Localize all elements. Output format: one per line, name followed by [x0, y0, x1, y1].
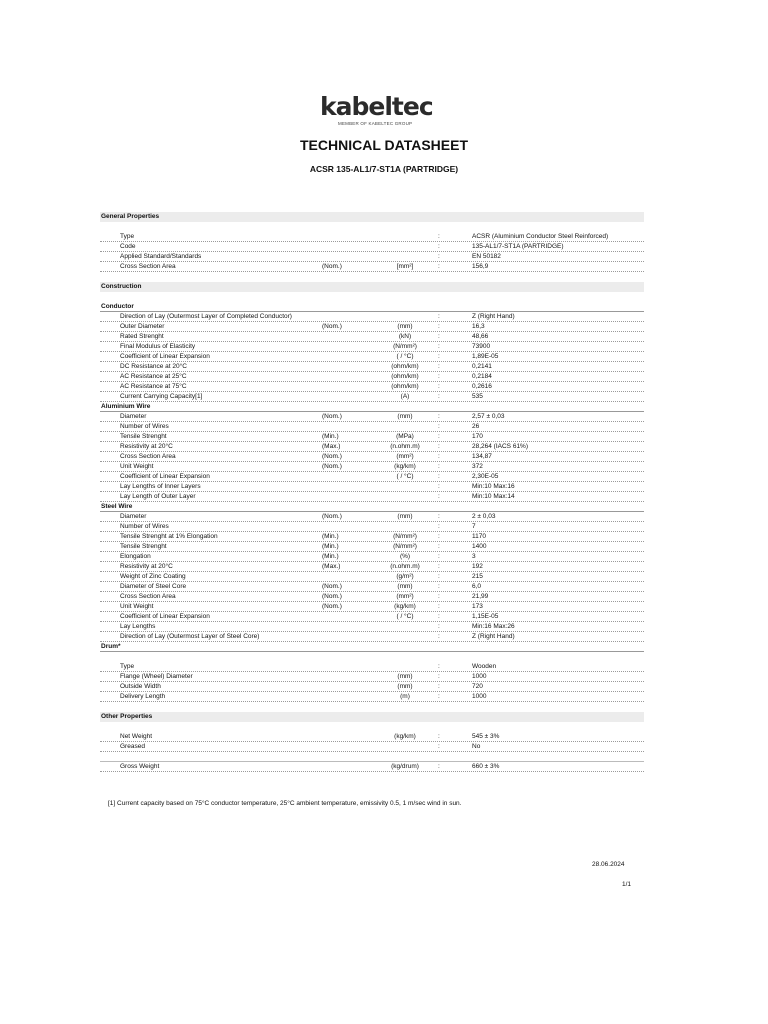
- property-label: Cross Section Area: [120, 453, 176, 460]
- property-condition: (Min.): [322, 433, 339, 440]
- property-label: Tensile Strenght: [120, 543, 167, 550]
- group-label: Aluminium Wire: [101, 403, 151, 410]
- property-value: 720: [472, 683, 483, 690]
- table-row: [100, 312, 644, 322]
- table-row: [100, 442, 644, 452]
- property-unit: (kg/drum): [391, 763, 419, 770]
- row-spacer: [100, 702, 644, 712]
- separator-colon: :: [438, 683, 440, 690]
- property-unit: ( / °C): [396, 353, 414, 360]
- table-row: [100, 582, 644, 592]
- property-value: 1000: [472, 673, 487, 680]
- property-unit: (mm): [397, 683, 413, 690]
- property-condition: (Nom.): [322, 583, 342, 590]
- table-row: [100, 552, 644, 562]
- property-label: Elongation: [120, 553, 151, 560]
- table-row: [100, 382, 644, 392]
- section-label: General Properties: [101, 213, 160, 220]
- table-row: [100, 262, 644, 272]
- property-value: 16,3: [472, 323, 485, 330]
- property-unit: (m): [400, 693, 410, 700]
- separator-colon: :: [438, 663, 440, 670]
- table-row: [100, 672, 644, 682]
- property-label: Lay Lengths of Inner Layers: [120, 483, 201, 490]
- table-row: [100, 622, 644, 632]
- table-row: [100, 692, 644, 702]
- table-row: [100, 362, 644, 372]
- property-label: Type: [120, 233, 135, 240]
- properties-table: [100, 212, 644, 772]
- property-condition: (Min.): [322, 533, 339, 540]
- separator-colon: :: [438, 543, 440, 550]
- separator-colon: :: [438, 523, 440, 530]
- kabeltec-logo: [320, 92, 433, 129]
- document-title: TECHNICAL DATASHEET: [300, 137, 468, 153]
- separator-colon: :: [438, 363, 440, 370]
- property-unit: (mm): [397, 413, 413, 420]
- separator-colon: :: [438, 463, 440, 470]
- row-spacer: [100, 222, 644, 232]
- property-label: Resistivity at 20°C: [120, 563, 173, 570]
- property-label: Diameter: [120, 513, 147, 520]
- group-label: Conductor: [101, 303, 134, 310]
- table-row: [100, 562, 644, 572]
- property-label: Tensile Strenght at 1% Elongation: [120, 533, 218, 540]
- property-value: 2 ± 0,03: [472, 513, 496, 520]
- property-value: 7: [472, 523, 476, 530]
- separator-colon: :: [438, 313, 440, 320]
- property-unit: (n.ohm.m): [390, 563, 420, 570]
- property-label: Lay Length of Outer Layer: [120, 493, 196, 500]
- property-unit: (N/mm²): [393, 533, 417, 540]
- property-label: Cross Section Area: [120, 263, 176, 270]
- section-header: [100, 282, 644, 292]
- separator-colon: :: [438, 583, 440, 590]
- property-label: Direction of Lay (Outermost Layer of Completed Conductor): [120, 313, 292, 320]
- property-label: Flange (Wheel) Diameter: [120, 673, 193, 680]
- property-value: Z (Right Hand): [472, 313, 515, 320]
- property-condition: (Max.): [322, 443, 341, 450]
- property-unit: (mm): [397, 583, 413, 590]
- separator-colon: :: [438, 493, 440, 500]
- row-spacer: [100, 652, 644, 662]
- section-label: Other Properties: [101, 713, 153, 720]
- table-row: [100, 662, 644, 672]
- property-value: 215: [472, 573, 483, 580]
- property-unit: (kN): [398, 333, 412, 340]
- table-row: [100, 232, 644, 242]
- property-value: 1170: [472, 533, 486, 540]
- table-row: [100, 682, 644, 692]
- property-value: 48,66: [472, 333, 489, 340]
- table-row: [100, 612, 644, 622]
- table-row: [100, 532, 644, 542]
- property-unit: (%): [399, 553, 411, 560]
- separator-colon: :: [438, 433, 440, 440]
- table-row: [100, 482, 644, 492]
- property-unit: (ohm/km): [391, 373, 419, 380]
- table-row: [100, 352, 644, 362]
- table-row: [100, 572, 644, 582]
- separator-colon: :: [438, 333, 440, 340]
- property-value: 0,2141: [472, 363, 492, 370]
- property-value: 135-AL1/7-ST1A (PARTRIDGE): [472, 243, 564, 250]
- table-row: [100, 392, 644, 402]
- property-value: 170: [472, 433, 483, 440]
- property-label: Type: [120, 663, 135, 670]
- table-row: [100, 632, 644, 642]
- property-unit: (ohm/km): [391, 363, 419, 370]
- property-label: Delivery Length: [120, 693, 166, 700]
- property-label: Number of Wires: [120, 523, 169, 530]
- separator-colon: :: [438, 763, 440, 770]
- property-unit: (MPa): [396, 433, 414, 440]
- table-row: [100, 472, 644, 482]
- footnote: [1] Current capacity based on 75°C conductor temperature, 25°C ambient temperature, emissivity 0.5, 1 m/sec wind in sun.: [108, 800, 462, 807]
- property-value: 535: [472, 393, 483, 400]
- property-value: ACSR (Aluminium Conductor Steel Reinforced): [472, 233, 609, 240]
- table-row: [100, 422, 644, 432]
- property-label: Diameter: [120, 413, 147, 420]
- property-unit: (mm²): [396, 453, 414, 460]
- property-value: 0,2616: [472, 383, 492, 390]
- separator-colon: :: [438, 373, 440, 380]
- property-label: Rated Strenght: [120, 333, 164, 340]
- property-label: Number of Wires: [120, 423, 169, 430]
- separator-colon: :: [438, 603, 440, 610]
- separator-colon: :: [438, 673, 440, 680]
- property-label: Applied Standard/Standards: [120, 253, 202, 260]
- property-value: Min:10 Max:16: [472, 483, 515, 490]
- property-unit: ( / °C): [396, 613, 414, 620]
- group-label: Drum*: [101, 643, 121, 650]
- property-value: 1400: [472, 543, 487, 550]
- group-header: [100, 642, 644, 652]
- property-label: Greased: [120, 743, 145, 750]
- property-unit: (A): [400, 393, 410, 400]
- property-condition: (Nom.): [322, 593, 342, 600]
- property-label: AC Resistance at 25°C: [120, 373, 187, 380]
- document-date: 28.06.2024: [592, 861, 625, 868]
- property-label: Lay Lengths: [120, 623, 156, 630]
- property-unit: (mm): [397, 673, 413, 680]
- group-header: [100, 502, 644, 512]
- property-label: Unit Weight: [120, 603, 154, 610]
- property-unit: (n.ohm.m): [390, 443, 420, 450]
- property-condition: (Nom.): [322, 263, 342, 270]
- property-label: Outside Width: [120, 683, 161, 690]
- table-row: [100, 592, 644, 602]
- property-label: Outer Diameter: [120, 323, 165, 330]
- property-unit: [mm²]: [396, 263, 414, 270]
- property-condition: (Nom.): [322, 603, 342, 610]
- property-unit: (g/m²): [396, 573, 414, 580]
- section-label: Construction: [101, 283, 142, 290]
- property-condition: (Min.): [322, 543, 339, 550]
- property-value: 0,2184: [472, 373, 492, 380]
- row-spacer: [100, 292, 644, 302]
- table-row: [100, 252, 644, 262]
- separator-colon: :: [438, 343, 440, 350]
- property-value: 173: [472, 603, 483, 610]
- row-spacer: [100, 722, 644, 732]
- table-row: [100, 762, 644, 772]
- property-value: 28,264 (IACS 61%): [472, 443, 529, 450]
- separator-colon: :: [438, 253, 440, 260]
- property-value: Z (Right Hand): [472, 633, 515, 640]
- property-unit: (kg/km): [394, 463, 416, 470]
- property-value: 3: [472, 553, 476, 560]
- separator-colon: :: [438, 553, 440, 560]
- separator-colon: :: [438, 413, 440, 420]
- property-label: Resistivity at 20°C: [120, 443, 173, 450]
- row-spacer: [100, 272, 644, 282]
- property-condition: (Nom.): [322, 463, 342, 470]
- property-condition: (Nom.): [322, 513, 342, 520]
- separator-colon: :: [438, 693, 440, 700]
- property-value: 372: [472, 463, 483, 470]
- property-value: EN 50182: [472, 253, 501, 260]
- separator-colon: :: [438, 633, 440, 640]
- property-label: Tensile Strenght: [120, 433, 167, 440]
- table-row: [100, 732, 644, 742]
- section-header: [100, 212, 644, 222]
- property-value: 2,57 ± 0,03: [472, 413, 505, 420]
- property-label: Final Modulus of Elasticity: [120, 343, 196, 350]
- property-value: 21,99: [472, 593, 489, 600]
- property-value: 73900: [472, 343, 491, 350]
- property-unit: (N/mm²): [393, 543, 417, 550]
- property-label: Code: [120, 243, 136, 250]
- logo-tagline: MEMBER OF KABELTEC GROUP: [338, 121, 413, 126]
- property-value: 6,0: [472, 583, 482, 590]
- property-value: Min:16 Max:26: [472, 623, 515, 630]
- property-label: DC Resistance at 20°C: [120, 363, 187, 370]
- property-unit: (mm): [397, 513, 413, 520]
- property-label: Gross Weight: [120, 763, 160, 770]
- section-header: [100, 712, 644, 722]
- group-header: [100, 402, 644, 412]
- page-number: 1/1: [622, 881, 632, 888]
- property-value: 192: [472, 563, 483, 570]
- row-spacer: [100, 752, 644, 762]
- property-label: Coefficient of Linear Expansion: [120, 473, 210, 480]
- separator-colon: :: [438, 323, 440, 330]
- table-row: [100, 522, 644, 532]
- property-unit: (kg/km): [394, 603, 416, 610]
- logo-wordmark: kabeltec: [320, 92, 433, 121]
- property-condition: (Min.): [322, 553, 339, 560]
- property-condition: (Max.): [322, 563, 341, 570]
- property-label: Direction of Lay (Outermost Layer of Steel Core): [120, 633, 260, 640]
- separator-colon: :: [438, 263, 440, 270]
- table-row: [100, 412, 644, 422]
- group-label: Steel Wire: [101, 503, 133, 510]
- table-row: [100, 602, 644, 612]
- property-value: 1,15E-05: [472, 613, 499, 620]
- property-label: Current Carrying Capacity[1]: [120, 393, 203, 400]
- table-row: [100, 742, 644, 752]
- property-value: No: [472, 743, 481, 750]
- separator-colon: :: [438, 383, 440, 390]
- table-row: [100, 332, 644, 342]
- property-label: Diameter of Steel Core: [120, 583, 187, 590]
- property-unit: (N/mm²): [393, 343, 417, 350]
- separator-colon: :: [438, 533, 440, 540]
- table-row: [100, 462, 644, 472]
- separator-colon: :: [438, 733, 440, 740]
- separator-colon: :: [438, 483, 440, 490]
- separator-colon: :: [438, 513, 440, 520]
- property-condition: (Nom.): [322, 323, 342, 330]
- separator-colon: :: [438, 593, 440, 600]
- table-row: [100, 432, 644, 442]
- property-value: 26: [472, 423, 480, 430]
- property-unit: ( / °C): [396, 473, 414, 480]
- property-label: Weight of Zinc Coating: [120, 573, 186, 580]
- property-label: AC Resistance at 75°C: [120, 383, 187, 390]
- separator-colon: :: [438, 573, 440, 580]
- property-unit: (mm): [397, 323, 413, 330]
- separator-colon: :: [438, 423, 440, 430]
- property-label: Cross Section Area: [120, 593, 176, 600]
- property-value: Wooden: [472, 663, 497, 670]
- property-value: 1,89E-05: [472, 353, 499, 360]
- property-value: 660 ± 3%: [472, 763, 500, 770]
- separator-colon: :: [438, 243, 440, 250]
- separator-colon: :: [438, 233, 440, 240]
- property-label: Coefficient of Linear Expansion: [120, 353, 210, 360]
- property-label: Coefficient of Linear Expansion: [120, 613, 210, 620]
- property-value: 134,87: [472, 453, 492, 460]
- table-row: [100, 542, 644, 552]
- property-label: Unit Weight: [120, 463, 154, 470]
- table-row: [100, 322, 644, 332]
- property-unit: (kg/km): [394, 733, 416, 740]
- separator-colon: :: [438, 353, 440, 360]
- property-unit: (ohm/km): [391, 383, 419, 390]
- separator-colon: :: [438, 443, 440, 450]
- property-value: 156,9: [472, 263, 489, 270]
- property-value: 545 ± 3%: [472, 733, 500, 740]
- separator-colon: :: [438, 453, 440, 460]
- separator-colon: :: [438, 623, 440, 630]
- separator-colon: :: [438, 613, 440, 620]
- table-row: [100, 452, 644, 462]
- table-row: [100, 372, 644, 382]
- table-row: [100, 512, 644, 522]
- table-row: [100, 342, 644, 352]
- separator-colon: :: [438, 473, 440, 480]
- separator-colon: :: [438, 743, 440, 750]
- property-condition: (Nom.): [322, 453, 342, 460]
- property-condition: (Nom.): [322, 413, 342, 420]
- property-label: Net Weight: [120, 733, 153, 740]
- separator-colon: :: [438, 563, 440, 570]
- separator-colon: :: [438, 393, 440, 400]
- table-row: [100, 242, 644, 252]
- property-value: 2,30E-05: [472, 473, 499, 480]
- table-row: [100, 492, 644, 502]
- property-value: 1000: [472, 693, 487, 700]
- property-unit: (mm²): [396, 593, 414, 600]
- group-header: [100, 302, 644, 312]
- document-subtitle: ACSR 135-AL1/7-ST1A (PARTRIDGE): [309, 164, 459, 174]
- property-value: Min:10 Max:14: [472, 493, 515, 500]
